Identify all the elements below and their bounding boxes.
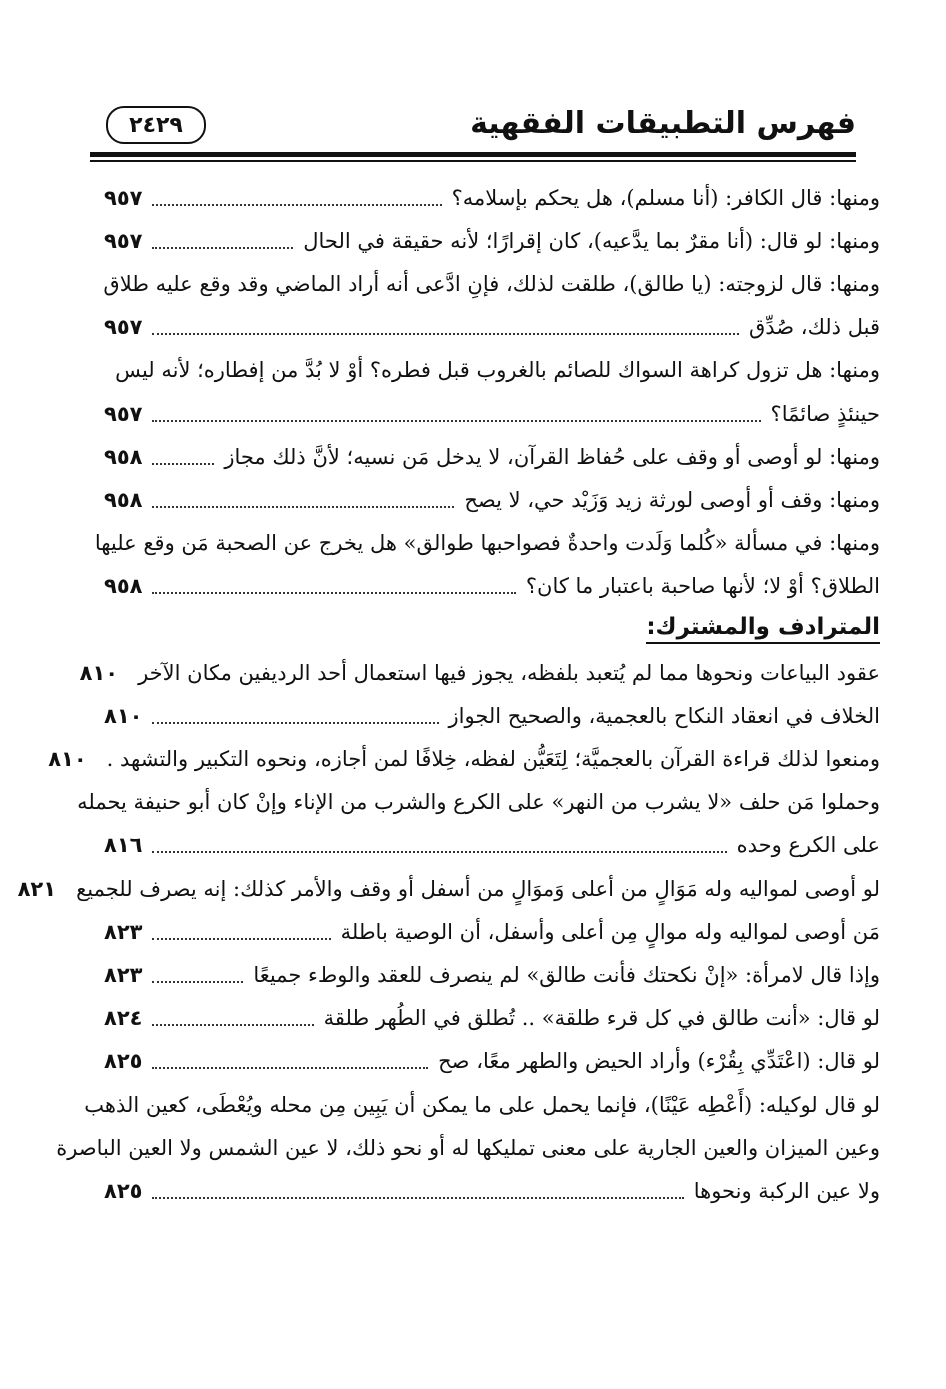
leader-dots bbox=[152, 938, 330, 940]
page-reference: ٨٢٥ bbox=[104, 1178, 143, 1203]
leader-dots bbox=[152, 1197, 683, 1199]
header-rule-thin bbox=[90, 160, 856, 162]
entry-text: ومنها: لو قال: (أنا مقرٌ بما يدَّعيه)، كان إقرارًا؛ لأنه حقيقة في الحال bbox=[303, 228, 880, 253]
page-reference: ٨١٠ bbox=[48, 747, 87, 772]
entry-text: لو أوصى لمواليه وله مَوَالٍ من أعلى وَموَالٍ من أسفل أو وقف والأمر كذلك: إنه يصرف للجميع bbox=[76, 876, 880, 901]
index-entry-line bbox=[104, 262, 880, 305]
index-entry-line bbox=[104, 306, 880, 349]
entry-text: عقود البياعات ونحوها مما لم يُتعبد بلفظه، يجوز فيها استعمال أحد الرديفين مكان الآخر bbox=[138, 660, 880, 685]
index-entry-line bbox=[104, 953, 880, 996]
page-reference: ٩٥٧ bbox=[104, 401, 143, 426]
index-entry-line bbox=[84, 1083, 880, 1126]
section-heading-text: المترادف والمشترك: bbox=[646, 614, 880, 644]
page-reference: ٨١٦ bbox=[104, 833, 143, 858]
entry-text: ولا عين الركبة ونحوها bbox=[693, 1178, 880, 1203]
index-entry-line bbox=[94, 522, 880, 565]
index-entry-line bbox=[104, 824, 880, 867]
page-reference: ٩٥٧ bbox=[104, 315, 143, 340]
entry-text: ومنها: قال الكافر: (أنا مسلم)، هل يحكم بإسلامه؟ bbox=[451, 185, 880, 210]
leader-dots bbox=[152, 1024, 313, 1026]
index-entry-line bbox=[104, 997, 880, 1040]
index-entry-line bbox=[104, 1040, 880, 1083]
entry-text: وعين الميزان والعين الجارية على معنى تمليكها له أو نحو ذلك، لا عين الشمس ولا العين الباصرة bbox=[56, 1135, 880, 1160]
entry-text: لو قال: (اعْتَدِّي بِقُرْء) وأراد الحيض والطهر معًا، صح bbox=[438, 1049, 880, 1074]
leader-dots bbox=[152, 247, 293, 249]
index-entry-line bbox=[77, 781, 880, 824]
page-number-badge: ٢٤٢٩ bbox=[106, 106, 206, 144]
index-entry-line bbox=[56, 1126, 880, 1169]
index-entry-line bbox=[104, 435, 880, 478]
page-reference: ٩٥٨ bbox=[104, 487, 143, 512]
running-title: فهرس التطبيقات الفقهية bbox=[470, 106, 856, 141]
index-entry-line bbox=[104, 910, 880, 953]
page-reference: ٩٥٨ bbox=[104, 444, 143, 469]
entry-text: الطلاق؟ أوْ لا؛ لأنها صاحبة باعتبار ما كان؟ bbox=[525, 574, 880, 599]
entry-text: ومنها: لو أوصى أو وقف على حُفاظ القرآن، لا يدخل مَن نسيه؛ لأنَّ ذلك مجاز bbox=[224, 444, 880, 469]
index-entry-line bbox=[17, 867, 880, 910]
leader-dots bbox=[152, 851, 726, 853]
section-heading bbox=[104, 608, 880, 651]
page-reference: ٨١٠ bbox=[104, 703, 143, 728]
entry-text: ومنها: وقف أو أوصى لورثة زيد وَزَيْد حي، لا يصح bbox=[464, 487, 880, 512]
index-entry-line bbox=[48, 737, 880, 780]
entry-text: وحملوا مَن حلف «لا يشرب من النهر» على الكرع والشرب من الإناء وإنْ كان أبو حنيفة يحمله bbox=[77, 790, 880, 815]
index-entry-line bbox=[104, 478, 880, 521]
leader-dots bbox=[152, 722, 438, 724]
entry-text: لو قال لوكيله: (أَعْطِه عَيْنًا)، فإنما يحمل على ما يمكن أن يَبِين مِن محله ويُعْطَى، كعين الذهب bbox=[84, 1092, 880, 1117]
leader-dots bbox=[152, 1067, 428, 1069]
index-section-1 bbox=[94, 176, 880, 608]
index-entry-line bbox=[104, 1169, 880, 1212]
leader-dots bbox=[152, 506, 454, 508]
index-entry-line bbox=[104, 565, 880, 608]
entry-text: ومنعوا لذلك قراءة القرآن بالعجميَّة؛ لِتَعَيُّن لفظه، خِلافًا لمن أجازه، ونحوه التكبير والتشهد . bbox=[106, 747, 880, 772]
entry-text: ومنها: هل تزول كراهة السواك للصائم بالغروب قبل فطره؟ أوْ لا بُدَّ من إفطاره؛ لأنه ليس bbox=[115, 358, 880, 383]
header-rule-thick bbox=[90, 152, 856, 157]
entry-text: ومنها: قال لزوجته: (يا طالق)، طلقت لذلك، فإنِ ادَّعى أنه أراد الماضي وقد وقع عليه طلاق bbox=[103, 271, 880, 296]
page-reference: ٩٥٨ bbox=[104, 574, 143, 599]
page-reference: ٨٢٥ bbox=[104, 1049, 143, 1074]
index-entry-line bbox=[79, 651, 880, 694]
page-reference: ٩٥٧ bbox=[104, 185, 143, 210]
index-entry-line bbox=[104, 694, 880, 737]
page-reference: ٩٥٧ bbox=[104, 228, 143, 253]
page-reference: ٨٢٤ bbox=[104, 1006, 143, 1031]
index-content bbox=[17, 176, 880, 1213]
leader-dots bbox=[152, 592, 515, 594]
page-reference: ٨١٠ bbox=[79, 660, 119, 685]
entry-text: قبل ذلك، صُدِّق bbox=[748, 315, 880, 340]
page-reference: ٨٢٣ bbox=[104, 962, 143, 987]
entry-text: ومنها: في مسألة «كُلما وَلَدت واحدةٌ فصواحبها طوالق» هل يخرج عن الصحبة مَن وقع عليها bbox=[94, 531, 880, 556]
leader-dots bbox=[152, 981, 243, 983]
entry-text: لو قال: «أنت طالق في كل قرء طلقة» .. تُطلق في الطُهر طلقة bbox=[323, 1006, 880, 1031]
page-reference: ٨٢١ bbox=[17, 876, 57, 901]
index-entry-line bbox=[104, 349, 880, 392]
leader-dots bbox=[152, 420, 760, 422]
entry-text: مَن أوصى لمواليه وله موالٍ مِن أعلى وأسفل، أن الوصية باطلة bbox=[340, 919, 880, 944]
leader-dots bbox=[152, 204, 441, 206]
leader-dots bbox=[152, 333, 739, 335]
index-entry-line bbox=[104, 176, 880, 219]
leader-dots bbox=[152, 463, 214, 465]
page-header bbox=[90, 100, 856, 148]
entry-text: على الكرع وحده bbox=[736, 833, 880, 858]
index-entry-line bbox=[104, 392, 880, 435]
page-reference: ٨٢٣ bbox=[104, 919, 143, 944]
entry-text: حينئذٍ صائمًا؟ bbox=[770, 401, 880, 426]
entry-text: وإذا قال لامرأة: «إنْ نكحتك فأنت طالق» لم ينصرف للعقد والوطء جميعًا bbox=[253, 962, 880, 987]
index-section-2 bbox=[17, 651, 880, 1212]
entry-text: الخلاف في انعقاد النكاح بالعجمية، والصحيح الجواز bbox=[448, 703, 880, 728]
index-entry-line bbox=[104, 219, 880, 262]
